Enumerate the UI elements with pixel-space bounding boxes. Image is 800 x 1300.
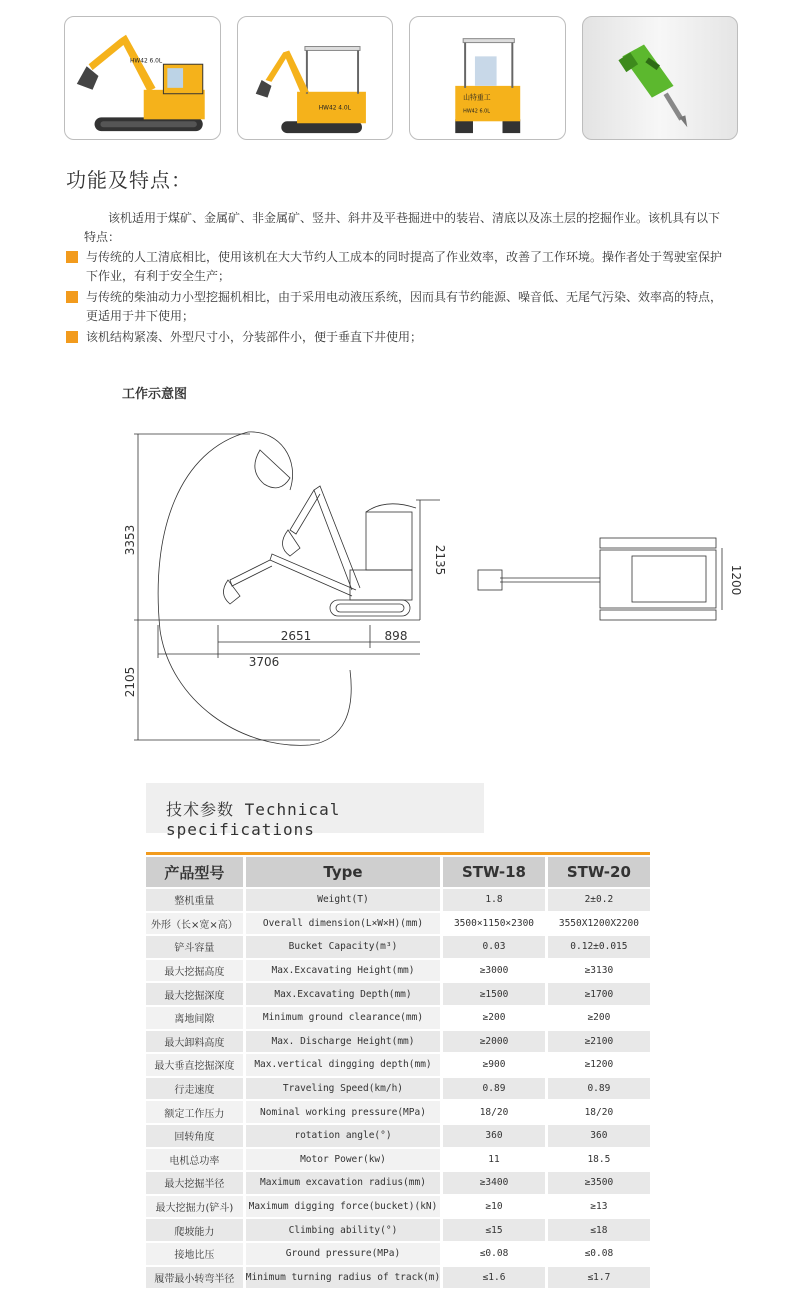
cell-stw20: ≥13 (548, 1196, 650, 1218)
col-type: Type (246, 857, 443, 887)
cell-name-cn: 最大挖掘力(铲斗) (146, 1196, 246, 1218)
cell-name-cn: 外形（长×宽×高） (146, 913, 246, 935)
col-stw18: STW-18 (443, 857, 548, 887)
cell-name-en: Minimum turning radius of track(m) (246, 1267, 443, 1289)
cell-stw20: ≥1200 (548, 1054, 650, 1076)
dim-length-total: 3706 (248, 655, 280, 669)
cell-stw20: ≥3130 (548, 960, 650, 982)
cell-stw20: ≥3500 (548, 1172, 650, 1194)
table-row (146, 983, 650, 1005)
col-model: 产品型号 (146, 857, 246, 887)
table-row (146, 1125, 650, 1147)
cell-stw20: ≤1.7 (548, 1267, 650, 1289)
cell-name-cn: 整机重量 (146, 889, 246, 911)
thumb-excavator-rear[interactable] (409, 16, 566, 140)
cell-stw18: ≥200 (443, 1007, 548, 1029)
cell-stw20: 3550X1200X2200 (548, 913, 650, 935)
thumb-excavator-side-label: HW42 6.0L (129, 58, 163, 65)
cell-name-en: Weight(T) (246, 889, 443, 911)
cell-stw20: 360 (548, 1125, 650, 1147)
cell-name-cn: 行走速度 (146, 1078, 246, 1100)
thumb-hydraulic-breaker[interactable] (582, 16, 739, 140)
cell-name-cn: 履带最小转弯半径 (146, 1267, 246, 1289)
cell-name-en: Ground pressure(MPa) (246, 1243, 443, 1265)
table-row (146, 1031, 650, 1053)
cell-name-en: Maximum digging force(bucket)(kN) (246, 1196, 443, 1218)
thumb-excavator-side[interactable] (64, 16, 221, 140)
orange-square-icon (66, 331, 78, 343)
cell-stw18: 0.89 (443, 1078, 548, 1100)
cell-stw20: 18/20 (548, 1101, 650, 1123)
cell-name-cn: 最大挖掘高度 (146, 960, 246, 982)
cell-name-en: rotation angle(°) (246, 1125, 443, 1147)
specs-body (146, 889, 650, 1288)
cell-stw18: ≥3000 (443, 960, 548, 982)
cell-name-cn: 最大卸料高度 (146, 1031, 246, 1053)
dim-height-total: 3353 (123, 524, 137, 556)
table-row (146, 1149, 650, 1171)
cell-name-cn: 接地比压 (146, 1243, 246, 1265)
cell-stw20: ≤18 (548, 1219, 650, 1241)
hydraulic-breaker-image (583, 17, 738, 139)
cell-name-en: Max. Discharge Height(mm) (246, 1031, 443, 1053)
cell-name-cn: 爬坡能力 (146, 1219, 246, 1241)
cell-stw18: ≥2000 (443, 1031, 548, 1053)
features-list (66, 248, 726, 349)
cell-name-cn: 离地间隙 (146, 1007, 246, 1029)
cell-stw18: ≥900 (443, 1054, 548, 1076)
specs-header-row (146, 857, 650, 887)
table-row (146, 1172, 650, 1194)
specs-header (146, 783, 484, 839)
cell-stw20: ≥200 (548, 1007, 650, 1029)
table-row (146, 889, 650, 911)
cell-name-cn: 回转角度 (146, 1125, 246, 1147)
working-range-diagram (120, 420, 760, 760)
table-row (146, 936, 650, 958)
table-row (146, 1196, 650, 1218)
cell-stw20: ≥1700 (548, 983, 650, 1005)
cell-name-en: Max.Excavating Depth(mm) (246, 983, 443, 1005)
cell-name-cn: 电机总功率 (146, 1149, 246, 1171)
table-row (146, 1243, 650, 1265)
cell-stw18: 360 (443, 1125, 548, 1147)
orange-square-icon (66, 251, 78, 263)
cell-name-en: Max.Excavating Height(mm) (246, 960, 443, 982)
cell-name-en: Overall dimension(L×W×H)(mm) (246, 913, 443, 935)
dim-track-len: 898 (384, 629, 408, 643)
feature-text: 该机结构紧凑、外型尺寸小，分装部件小，便于垂直下井使用； (86, 330, 423, 344)
cell-stw20: ≥2100 (548, 1031, 650, 1053)
table-row (146, 1219, 650, 1241)
cell-name-cn: 最大挖掘深度 (146, 983, 246, 1005)
features-title: 功能及特点： (66, 168, 192, 192)
cell-stw20: ≤0.08 (548, 1243, 650, 1265)
cell-name-en: Minimum ground clearance(mm) (246, 1007, 443, 1029)
features-intro: 该机适用于煤矿、金属矿、非金属矿、竖井、斜井及平巷掘进中的装岩、清底以及冻土层的挖掘作业。该机具有以下特点： (84, 211, 721, 244)
cell-stw18: ≤1.6 (443, 1267, 548, 1289)
table-row (146, 913, 650, 935)
table-row (146, 1267, 650, 1289)
product-thumbnails (64, 16, 738, 140)
cell-stw20: 18.5 (548, 1149, 650, 1171)
cell-stw18: ≥1500 (443, 983, 548, 1005)
cell-name-en: Motor Power(kw) (246, 1149, 443, 1171)
cell-stw18: ≤15 (443, 1219, 548, 1241)
specs-table (146, 855, 650, 1290)
cell-name-en: Max.vertical dingging depth(mm) (246, 1054, 443, 1076)
cell-stw18: 3500×1150×2300 (443, 913, 548, 935)
excavator-canopy-image (238, 17, 393, 139)
thumb-excavator-canopy-label: HW42 4.0L (318, 105, 351, 112)
dim-depth: 2105 (123, 666, 137, 698)
cell-stw18: 1.8 (443, 889, 548, 911)
excavator-rear-image (410, 17, 565, 139)
cell-stw20: 0.89 (548, 1078, 650, 1100)
feature-text: 与传统的柴油动力小型挖掘机相比，由于采用电动液压系统，因而具有节约能源、噪音低、无尾气污染、效率高的特点，更适用于井下使用； (86, 290, 723, 323)
feature-item (66, 248, 726, 286)
cell-name-cn: 最大垂直挖掘深度 (146, 1054, 246, 1076)
table-row (146, 1007, 650, 1029)
cell-stw20: 0.12±0.015 (548, 936, 650, 958)
cell-name-en: Nominal working pressure(MPa) (246, 1101, 443, 1123)
cell-name-en: Traveling Speed(km/h) (246, 1078, 443, 1100)
table-row (146, 1101, 650, 1123)
cell-stw18: 18/20 (443, 1101, 548, 1123)
cell-stw18: ≥3400 (443, 1172, 548, 1194)
cell-name-cn: 铲斗容量 (146, 936, 246, 958)
feature-item (66, 288, 726, 326)
cell-name-cn: 额定工作压力 (146, 1101, 246, 1123)
dim-width: 1200 (729, 564, 743, 596)
cell-stw20: 2±0.2 (548, 889, 650, 911)
table-row (146, 1054, 650, 1076)
feature-item (66, 328, 726, 347)
cell-stw18: ≥10 (443, 1196, 548, 1218)
cell-name-en: Maximum excavation radius(mm) (246, 1172, 443, 1194)
specs-header-title: 技术参数 Technical specifications (166, 800, 341, 839)
cell-name-en: Bucket Capacity(m³) (246, 936, 443, 958)
dim-reach-front: 2651 (280, 629, 312, 643)
cell-name-cn: 最大挖掘半径 (146, 1172, 246, 1194)
thumb-excavator-rear-brand: 山特重工 (463, 93, 491, 102)
feature-text: 与传统的人工清底相比，使用该机在大大节约人工成本的同时提高了作业效率，改善了工作环境。操作者处于驾驶室保护下作业，有利于安全生产； (86, 250, 723, 283)
col-stw20: STW-20 (548, 857, 650, 887)
thumb-excavator-canopy[interactable] (237, 16, 394, 140)
cell-stw18: ≤0.08 (443, 1243, 548, 1265)
table-row (146, 960, 650, 982)
cell-stw18: 11 (443, 1149, 548, 1171)
cell-stw18: 0.03 (443, 936, 548, 958)
dim-cab-height: 2135 (433, 544, 447, 576)
orange-square-icon (66, 291, 78, 303)
cell-name-en: Climbing ability(°) (246, 1219, 443, 1241)
excavator-side-image (65, 17, 220, 139)
table-row (146, 1078, 650, 1100)
diagram-title: 工作示意图 (122, 387, 188, 402)
thumb-excavator-rear-model: HW42 6.0L (463, 108, 491, 115)
